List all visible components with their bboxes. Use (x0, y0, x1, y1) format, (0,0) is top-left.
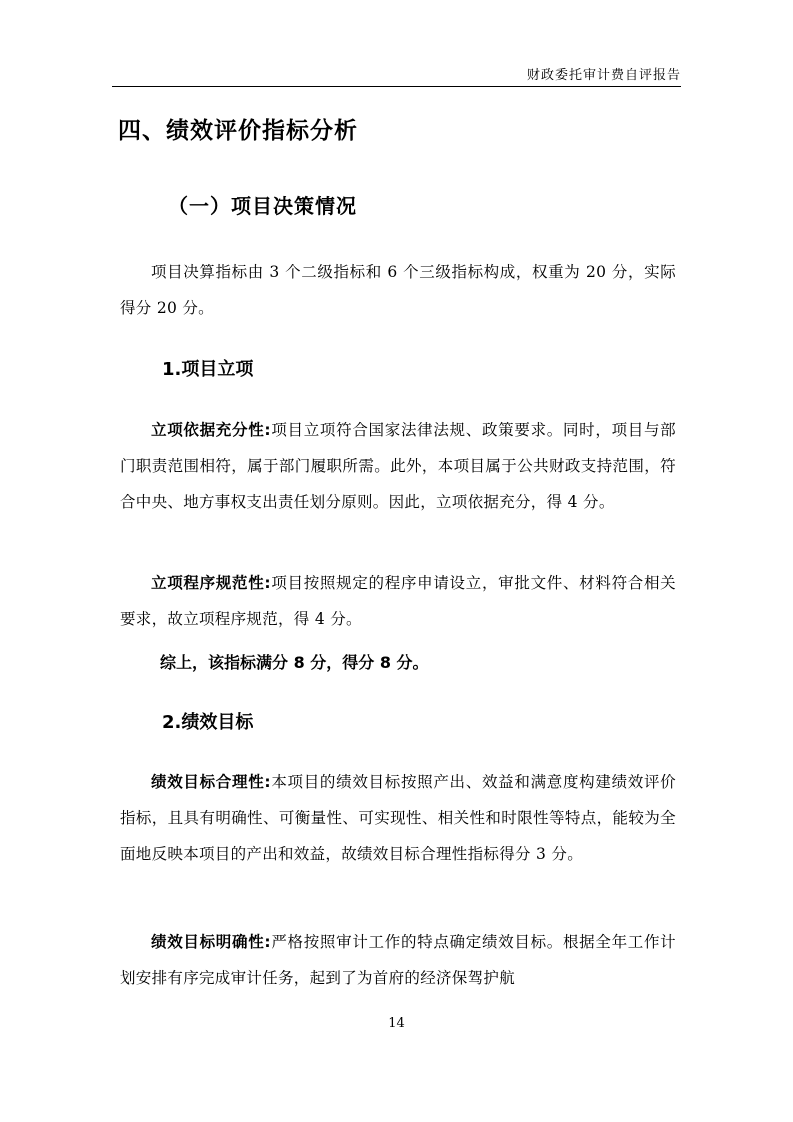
item1-p1-label: 立项依据充分性: (151, 421, 271, 439)
item2-paragraph-2 (120, 924, 676, 996)
item2-p2-text: 严格按照审计工作的特点确定绩效目标。根据全年工作计划安排有序完成审计任务，起到了为首府的经济保驾护航 (120, 933, 676, 987)
item2-heading: 2.绩效目标 (162, 712, 254, 733)
item1-paragraph-1 (120, 412, 676, 520)
item1-summary: 综上，该指标满分 8 分，得分 8 分。 (160, 653, 429, 672)
section-heading: 四、绩效评价指标分析 (118, 118, 358, 144)
header-divider (112, 86, 681, 87)
item2-p2-label: 绩效目标明确性: (151, 933, 271, 951)
subsection-heading: （一）项目决策情况 (168, 194, 357, 218)
item2-p1-label: 绩效目标合理性: (151, 773, 271, 791)
item1-paragraph-2 (120, 565, 676, 637)
page-number: 14 (388, 1016, 405, 1031)
running-header: 财政委托审计费自评报告 (526, 68, 681, 83)
item1-heading: 1.项目立项 (162, 359, 254, 380)
item2-p1-text: 本项目的绩效目标按照产出、效益和满意度构建绩效评价指标，且具有明确性、可衡量性、可实现性、相关性和时限性等特点，能较为全面地反映本项目的产出和效益，故绩效目标合理性指标得分 3 分。 (120, 773, 676, 863)
intro-paragraph: 项目决算指标由 3 个二级指标和 6 个三级指标构成，权重为 20 分，实际得分 20 分。 (120, 263, 676, 317)
item2-paragraph-1 (120, 764, 676, 872)
item1-p2-label: 立项程序规范性: (151, 574, 271, 592)
item1-p1-text: 项目立项符合国家法律法规、政策要求。同时，项目与部门职责范围相符，属于部门履职所需。此外，本项目属于公共财政支持范围，符合中央、地方事权支出责任划分原则。因此，立项依据充分，得 4 分。 (120, 421, 676, 511)
item1-p2-text: 项目按照规定的程序申请设立，审批文件、材料符合相关要求，故立项程序规范，得 4 分。 (120, 574, 676, 628)
